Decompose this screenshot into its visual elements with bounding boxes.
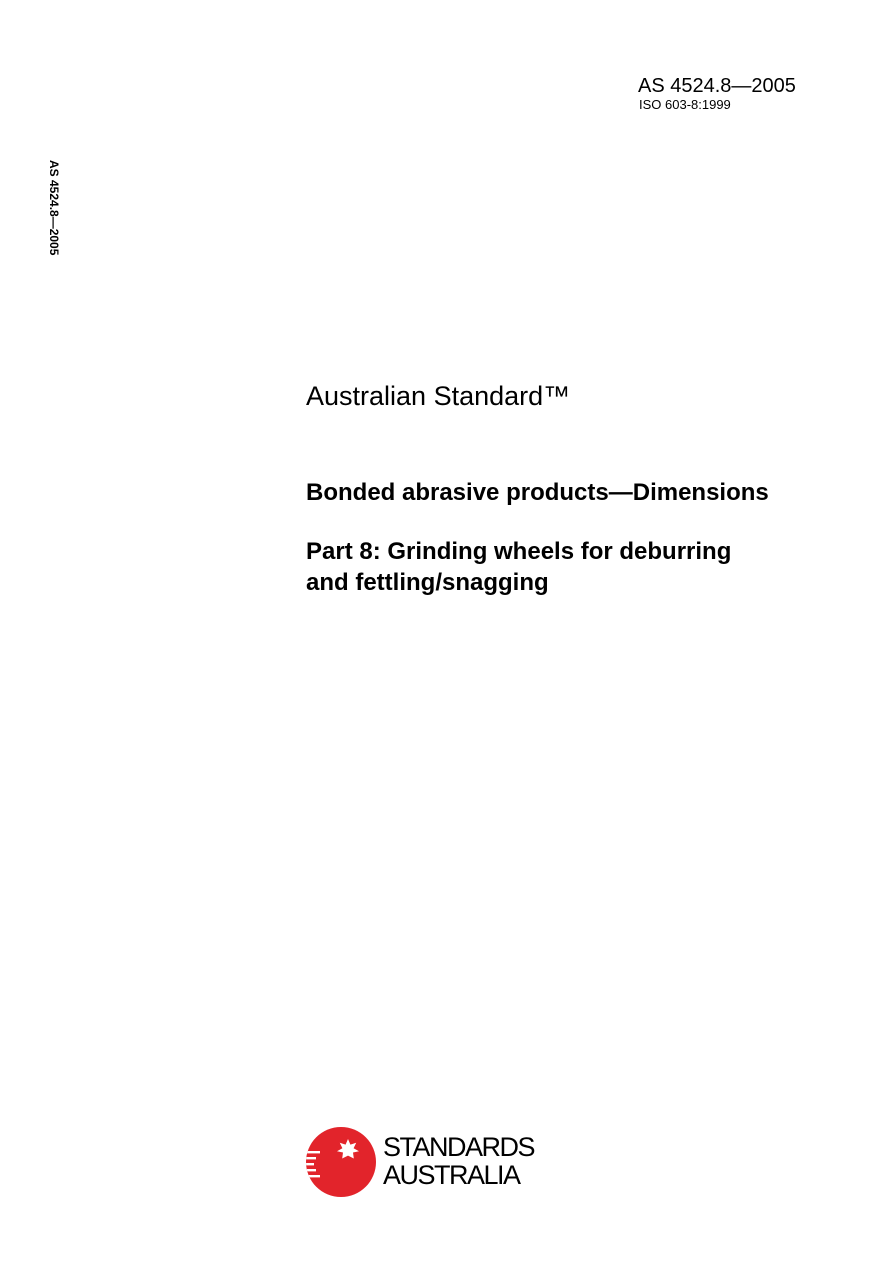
subtitle-line-2: and fettling/snagging	[306, 569, 549, 596]
series-title: Australian Standard™	[306, 381, 571, 411]
document-title: Bonded abrasive products—Dimensions	[306, 479, 769, 506]
standard-number: AS 4524.8—2005	[638, 75, 796, 97]
standards-australia-logo	[304, 1126, 544, 1198]
spine-standard-number: AS 4524.8—2005	[47, 160, 61, 256]
standards-australia-star-icon	[304, 1126, 376, 1198]
subtitle-line-1: Part 8: Grinding wheels for deburring	[306, 538, 732, 565]
iso-number: ISO 603-8:1999	[639, 97, 731, 112]
logo-line-1: STANDARDS	[383, 1132, 535, 1162]
logo-wordmark	[383, 1133, 534, 1189]
document-subtitle	[306, 536, 866, 598]
logo-line-2: AUSTRALIA	[383, 1160, 520, 1190]
